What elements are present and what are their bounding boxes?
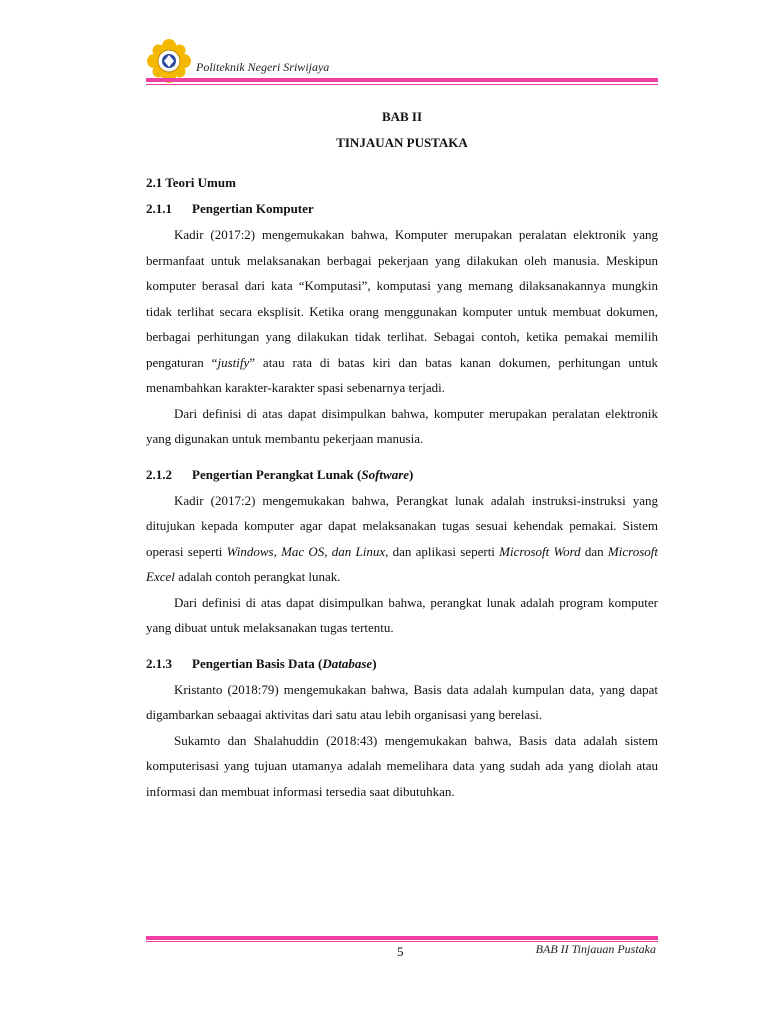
chapter-title: TINJAUAN PUSTAKA [336,135,468,150]
chapter-number: BAB II [381,109,423,124]
section-number: 2.1.2 [146,466,172,482]
section-title: Pengertian Komputer [192,201,314,216]
section-title: Pengertian Basis Data (Database) [192,655,377,671]
section-heading-2-1-2 [146,462,658,488]
section-title: Pengertian Perangkat Lunak (Software) [192,466,414,482]
page-content [146,104,658,804]
paragraph: Dari definisi di atas dapat disimpulkan bahwa, perangkat lunak adalah program komputer yang dibuat untuk melaksanakan tugas tertentu. [146,594,658,635]
paragraph: Sukamto dan Shalahuddin (2018:43) mengemukakan bahwa, Basis data adalah sistem komputerisasi yang tujuan utamanya adalah memelihara data yang sudah ada yang diolah atau informasi dan membuat informasi tersedia saat dibutuhkan. [146,732,658,799]
header-rule [146,78,658,82]
paragraph: Kadir (2017:2) mengemukakan bahwa, Perangkat lunak adalah instruksi-instruksi yang ditujukan kepada komputer agar dapat melaksanakan tugas sesuai kehendak pemakai. Sistem operasi seperti Windows, Mac OS, dan Linux, dan aplikasi seperti Microsoft Word dan Microsoft Excel adalah contoh perangkat lunak. [146,492,658,584]
header-institution-name: Politeknik Negeri Sriwijaya [196,60,330,74]
section-heading-2-1-3 [146,651,658,677]
footer-chapter-label: BAB II Tinjauan Pustaka [535,942,656,956]
section-number: 2.1.3 [146,655,172,671]
page-number: 5 [397,944,404,959]
paragraph: Dari definisi di atas dapat disimpulkan bahwa, komputer merupakan peralatan elektronik yang digunakan untuk membantu pekerjaan manusia. [146,405,658,446]
section-number: 2.1.1 [146,201,172,216]
paragraph: Kristanto (2018:79) mengemukakan bahwa, Basis data adalah kumpulan data, yang dapat digambarkan sebaagai aktivitas dari satu atau lebih organisasi yang berelasi. [146,681,658,722]
footer-rule [146,936,658,940]
header-rule-thin [146,84,658,85]
section-heading-2-1: 2.1 Teori Umum [146,175,236,190]
paragraph: Kadir (2017:2) mengemukakan bahwa, Komputer merupakan peralatan elektronik yang bermanfaat untuk melaksanakan berbagai pekerjaan yang dilakukan oleh manusia. Meskipun komputer berasal dari kata “Komputasi”, komputasi yang memang dilaksanakannya mungkin tidak terlihat secara eksplisit. Ketika orang menggunakan komputer untuk membuat dokumen, berbagai perhitungan yang dilakukan tidak terlihat. Sebagai contoh, ketika pemakai memilih pengaturan “justify” atau rata di batas kiri dan batas kanan dokumen, perhitungan untuk menambahkan karakter-karakter spasi sebenarnya terjadi. [146,227,658,395]
section-heading-2-1-1 [146,196,658,222]
